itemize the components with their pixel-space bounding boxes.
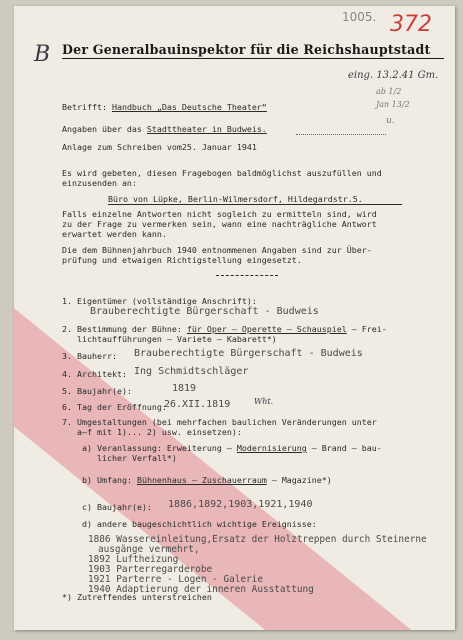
q7b-underlined: Bühnenhaus — Zuschauerraum [136, 475, 267, 485]
pencil-note-3: u. [386, 116, 395, 126]
q4-answer: Ing Schmidtschläger [134, 366, 249, 377]
address-rule [108, 204, 402, 205]
note-line-3: erwartet werden kann. [62, 229, 167, 239]
section-separator [216, 275, 278, 276]
pencil-note-2: Jan 13/2 [376, 100, 410, 109]
q2-line-2: lichtaufführungen — Variete — Kabarett*) [77, 334, 277, 344]
intro-line [62, 124, 267, 134]
fill-line [296, 134, 386, 135]
q7a-line-1 [82, 443, 382, 453]
received-stamp: eing. 13.2.41 Gm. [348, 70, 439, 81]
q3-label: 3. Bauherr: [62, 351, 117, 361]
enclosure-label: Anlage zum Schreiben vom [62, 142, 182, 152]
event-line-5: 1921 Parterre - Logen - Galerie [88, 574, 263, 585]
footnote: *) Zutreffendes unterstreichen [62, 592, 212, 602]
enclosure-year: 1941 [236, 142, 257, 152]
q7-line-1: 7. Umgestaltungen (bei mehrfachen baulichen Veränderungen unter [62, 417, 377, 427]
q1-answer: Brauberechtigte Bürgerschaft - Budweis [90, 306, 319, 317]
subject-line [62, 102, 267, 112]
yearbook-line-2: prüfung und etwaigen Richtigstellung eingesetzt. [62, 255, 302, 265]
q5-label: 5. Baujahr(e): [62, 386, 132, 396]
q5-answer: 1819 [172, 383, 197, 394]
pencil-number: 1005. [342, 10, 377, 24]
q6-answer: 26.XII.1819 [164, 399, 231, 410]
margin-letter: B [34, 42, 51, 67]
page-title: Der Generalbauinspektor für die Reichshauptstadt [62, 42, 444, 59]
request-line-1: Es wird gebeten, diesen Fragebogen baldmöglichst auszufüllen und [62, 168, 382, 178]
intro-text: Angaben über das [62, 124, 147, 134]
note-line-1: Falls einzelne Antworten nicht sogleich zu ermitteln sind, wird [62, 209, 377, 219]
q7a-underlined: Modernisierung [236, 443, 307, 453]
enclosure-line [62, 142, 257, 152]
subject-label: Betrifft: [62, 102, 112, 112]
recipient-address: Büro von Lüpke, Berlin-Wilmersdorf, Hildegardstr.5. [108, 194, 363, 204]
red-number: 372 [390, 12, 432, 37]
request-line-2: einzusenden an: [62, 178, 137, 188]
q7d-label: d) andere baugeschichtlich wichtige Ereignisse: [82, 519, 317, 529]
event-line-1: 1886 Wassereinleitung,Ersatz der Holztreppen durch Steinerne [88, 534, 427, 545]
q6-label: 6. Tag der Eröffnung: [62, 402, 167, 412]
q2-prefix: 2. Bestimmung der Bühne: [62, 324, 187, 334]
q7b-prefix: b) Umfang: [82, 475, 137, 485]
q7a-suffix: — Brand — bau- [306, 443, 382, 453]
q7a-prefix: a) Veranlassung: Erweiterung — [82, 443, 237, 453]
q7-line-2: a—f mit 1)... 2) usw. einsetzen): [77, 427, 242, 437]
event-line-2: ausgänge vermehrt, [98, 544, 200, 555]
subject-value: Handbuch „Das Deutsche Theater“ [111, 102, 267, 112]
event-line-3: 1892 Luftheizung [88, 554, 179, 565]
yearbook-line-1: Die dem Bühnenjahrbuch 1940 entnommenen Angaben sind zur Über- [62, 245, 372, 255]
event-line-6: 1940 Adaptierung der inneren Ausstattung [88, 584, 314, 595]
event-line-4: 1903 Parterregarderobe [88, 564, 213, 575]
q7b-line [82, 475, 332, 485]
q7a-line-2: licher Verfall*) [97, 453, 177, 463]
q1-label: 1. Eigentümer (vollständige Anschrift): [62, 296, 257, 306]
q7c-label: c) Baujahr(e): [82, 502, 152, 512]
q2-line-1 [62, 324, 387, 334]
q6-handwritten-note: Wht. [254, 397, 274, 406]
note-line-2: zu der Frage zu vermerken sein, wann eine nachträgliche Antwort [62, 219, 377, 229]
q4-label: 4. Architekt: [62, 369, 127, 379]
q7c-answer: 1886,1892,1903,1921,1940 [168, 499, 313, 510]
document-page [14, 6, 455, 630]
enclosure-date: 25. Januar [181, 142, 237, 152]
q2-suffix: — Frei- [346, 324, 387, 334]
theater-name: Stadttheater in Budweis. [146, 124, 267, 134]
pencil-note-1: ab 1/2 [376, 87, 402, 96]
q2-underlined: für Oper — Operette — Schauspiel [186, 324, 347, 334]
q7b-suffix: — Magazine*) [266, 475, 332, 485]
q3-answer: Brauberechtigte Bürgerschaft - Budweis [134, 348, 363, 359]
